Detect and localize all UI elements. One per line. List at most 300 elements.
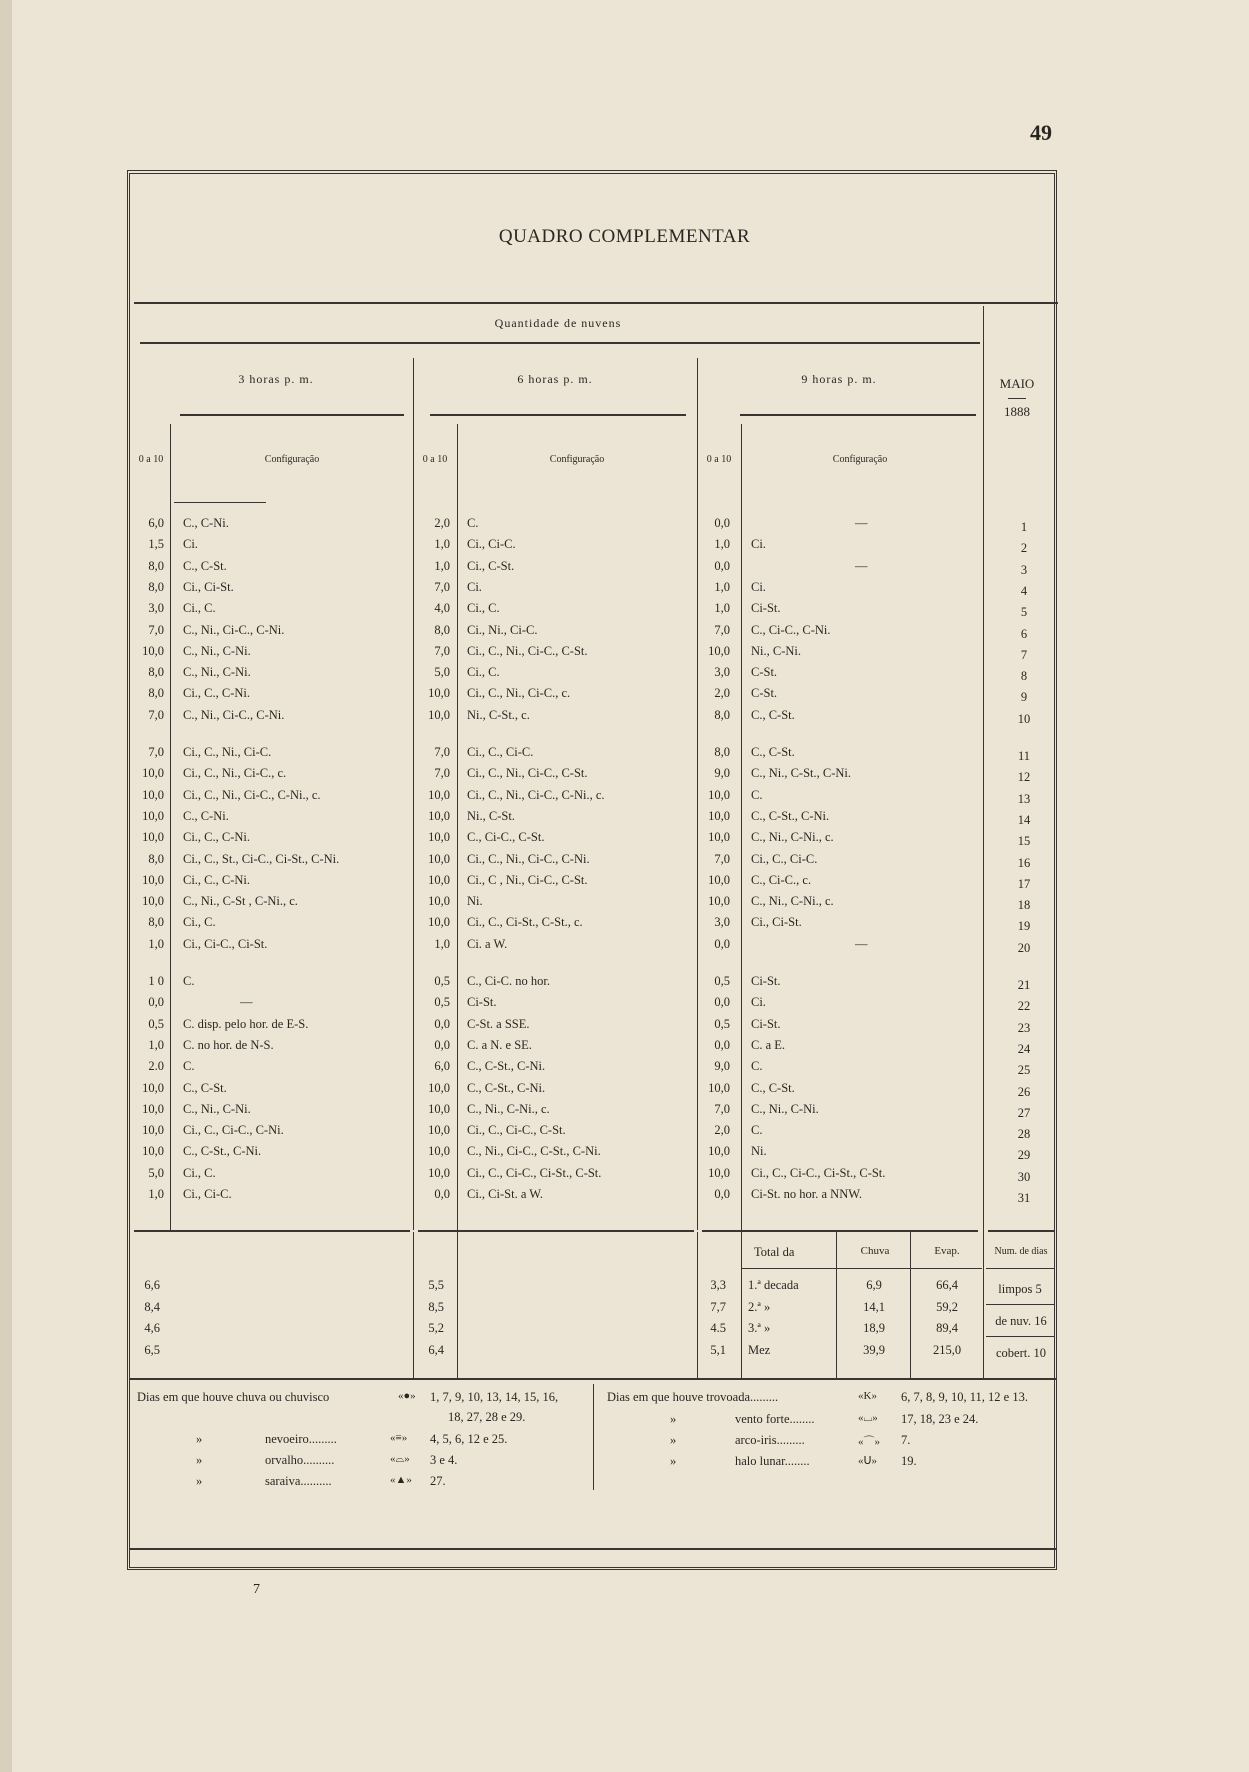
cloud-amount-6pm: 1,0 [434,537,450,552]
day-number: 30 [1017,1169,1031,1184]
day-number: 27 [1017,1105,1031,1120]
avg-9pm: 3,3 [710,1278,726,1292]
cloud-amount-9pm: 0,0 [714,516,730,530]
cloud-config-9pm: C., Ni., C-Ni., c. [751,894,834,909]
cloud-amount-6pm: 10,0 [428,872,450,887]
cloud-amount-3pm: 8,0 [148,558,164,573]
cloud-amount-3pm: 1 0 [148,974,164,988]
cloud-amount-9pm: 0,0 [714,1187,730,1201]
sum-rule-month [988,1230,1054,1232]
cloud-amount-3pm: 10,0 [142,830,164,845]
cloud-config-9pm: Ci-St. [751,601,781,616]
cloud-config-6pm: Ci., C., Ci-C. [467,745,534,759]
cloud-amount-3pm: 7,0 [148,622,164,637]
rain-days-cont: 18, 27, 28 e 29. [448,1410,526,1424]
cloud-config-9pm: Ci. [751,579,766,594]
cloud-amount-9pm: 10,0 [708,643,730,658]
avg-3pm: 4,6 [144,1321,160,1335]
vline-sum-6 [457,1232,458,1378]
phenomenon-symbol: «⌒» [858,1436,880,1448]
cloud-amount-6pm: 10,0 [428,1080,450,1095]
cloud-config-9pm: C. [751,787,763,802]
numdias-rule-2 [986,1304,1054,1305]
day-number: 6 [1020,626,1028,641]
sum-hdr-rule [742,1268,982,1269]
page-title: QUADRO COMPLEMENTAR [498,226,751,247]
cloud-amount-3pm: 10,0 [142,787,164,802]
cloud-config-6pm: Ci-St. [467,995,497,1010]
day-number: 17 [1017,876,1031,891]
ditto-mark: » [670,1412,677,1426]
cloud-amount-6pm: 10,0 [428,1101,450,1116]
cloud-config-9pm: C. [751,1123,763,1138]
hdr-rule-3pm [174,502,266,503]
phenomenon-days: 17, 18, 23 e 24. [901,1412,979,1426]
cloud-amount-3pm: 3,0 [148,601,164,616]
cloud-config-6pm: Ni. [467,894,483,909]
cloud-amount-9pm: 0,5 [714,974,730,988]
cloud-config-3pm: C., Ni., C-Ni. [183,665,251,680]
day-number: 26 [1017,1084,1031,1099]
sheet-number: 7 [253,1582,260,1597]
day-number: 19 [1017,919,1031,934]
phenomenon-symbol: «ꓴ» [858,1455,878,1467]
day-number: 5 [1020,605,1028,620]
cloud-config-3pm: C., C-St. [183,1080,227,1095]
cloud-config-3pm: C., C-Ni. [183,516,229,530]
cloud-config-3pm: C. no hor. de N-S. [183,1037,274,1052]
evap-header: Evap. [934,1245,960,1257]
avg-9pm: 5,1 [710,1342,726,1357]
cloud-config-3pm: Ci., C., C-Ni. [183,686,251,701]
phenomenon-label: vento forte........ [735,1412,815,1426]
cloud-config-3pm: C., C-St., C-Ni. [183,1144,262,1159]
ditto-mark: » [196,1474,203,1488]
rain-label: Dias em que houve chuva ou chuvisco [137,1390,330,1404]
cloud-amount-9pm: 10,0 [708,1144,730,1159]
vline-sum-3 [836,1232,837,1378]
frame-bottom-rule [130,1548,1056,1550]
thunder-days: 6, 7, 8, 9, 10, 11, 12 e 13. [901,1390,1028,1404]
cloud-amount-3pm: 0,0 [148,995,164,1010]
cloud-amount-6pm: 0,5 [434,974,450,988]
thunder-symbol: «K» [858,1390,877,1402]
cloud-config-3pm: Ci., C. [183,601,216,616]
cloud-config-9pm: — [855,558,868,573]
phenomenon-days: 4, 5, 6, 12 e 25. [430,1432,508,1446]
cloud-amount-6pm: 6,0 [434,1059,450,1074]
chuva-value: 18,9 [863,1321,885,1335]
footer-divider [593,1384,594,1490]
cloud-amount-6pm: 2,0 [434,516,450,530]
phenomenon-days: 7. [901,1433,911,1447]
cloud-config-3pm: Ci., C. [183,1165,216,1180]
day-number: 12 [1017,770,1031,785]
phenomenon-symbol: «⌓» [390,1453,410,1465]
day-number: 23 [1017,1020,1031,1035]
cloud-config-6pm: C-St. a SSE. [467,1016,530,1031]
cloud-config-3pm: C., C-Ni. [183,808,229,823]
cloud-config-9pm: C., C-St. [751,745,795,759]
phenomenon-days: 3 e 4. [430,1453,458,1467]
cloud-config-9pm: C., C-St. [751,707,795,722]
chuva-value: 6,9 [866,1278,882,1292]
cloud-config-6pm: C., C-St., C-Ni. [467,1080,546,1095]
cloud-amount-9pm: 0,0 [714,1037,730,1052]
cloud-config-9pm: C-St. [751,665,778,680]
cloud-config-3pm: C., C-St. [183,558,227,573]
avg-6pm: 5,5 [428,1278,444,1292]
avg-3pm: 8,4 [144,1299,160,1314]
cloud-amount-3pm: 10,0 [142,1123,164,1138]
cloud-config-6pm: Ci., C., Ni., Ci-C., C-St. [467,766,588,781]
avg-6pm: 5,2 [428,1321,444,1335]
period-header-6pm: 6 horas p. m. [517,372,593,386]
cloud-amount-6pm: 7,0 [434,579,450,594]
cloud-config-9pm: Ci., C., Ci-C. [751,851,818,866]
cloud-amount-6pm: 1,0 [434,558,450,573]
cloud-amount-3pm: 8,0 [148,665,164,680]
cloud-amount-9pm: 2,0 [714,1123,730,1138]
day-number: 4 [1020,583,1028,598]
day-number: 10 [1017,711,1031,726]
cloud-amount-9pm: 8,0 [714,707,730,722]
cloud-config-3pm: Ci., C., Ni., Ci-C., c. [183,766,287,781]
cloud-config-6pm: Ci., C., Ci-St., C-St., c. [467,915,583,930]
phenomenon-symbol: «▲» [390,1474,412,1486]
sum-rule-3pm [134,1230,410,1232]
cloud-config-9pm: Ci., Ci-St. [751,915,802,930]
cloud-config-9pm: C., Ni., C-Ni. [751,1101,819,1116]
cloud-amount-6pm: 0,0 [434,1037,450,1052]
cloud-amount-3pm: 2.0 [148,1059,164,1074]
cloud-config-3pm: Ci., Ci-C., Ci-St. [183,936,268,951]
year-header: 1888 [1004,404,1030,419]
col-config-9pm: Configuração [832,454,888,465]
day-number: 25 [1017,1063,1031,1078]
cloud-amount-9pm: 9,0 [714,1059,730,1074]
title-rule [134,302,1058,304]
phenomenon-symbol: «⌴» [858,1412,878,1424]
vline-month [983,306,984,1378]
cloud-amount-6pm: 10,0 [428,830,450,845]
cloud-amount-6pm: 0,0 [434,1187,450,1201]
cloud-amount-3pm: 1,0 [148,1187,164,1201]
cloud-amount-6pm: 10,0 [428,1165,450,1180]
cloud-amount-3pm: 1,0 [148,936,164,951]
cloud-config-3pm: C., Ni., C-Ni. [183,643,251,658]
rain-symbol: «●» [398,1390,416,1402]
cloud-amount-3pm: 8,0 [148,851,164,866]
cloud-amount-9pm: 8,0 [714,745,730,759]
cloud-config-3pm: Ci., C., Ni., Ci-C., C-Ni., c. [183,787,321,802]
day-number: 16 [1017,855,1031,870]
nuv-count: de nuv. 16 [995,1314,1047,1328]
footer-rule [130,1378,1056,1380]
cloud-amount-3pm: 6,0 [148,516,164,530]
cloud-config-9pm: C. a E. [751,1037,786,1052]
thunder-label: Dias em que houve trovoada......... [607,1390,779,1404]
cloud-amount-9pm: 10,0 [708,1080,730,1095]
cloud-amount-9pm: 1,0 [714,601,730,616]
cloud-amount-3pm: 8,0 [148,686,164,701]
numdias-rule [986,1268,1054,1269]
cloud-config-3pm: Ci., Ci-C. [183,1187,232,1201]
cloud-amount-9pm: 7,0 [714,851,730,866]
cloud-amount-9pm: 1,0 [714,579,730,594]
cloud-config-9pm: C., Ci-C., c. [751,872,812,887]
cloud-amount-3pm: 10,0 [142,808,164,823]
cloud-amount-9pm: 10,0 [708,872,730,887]
cloud-config-9pm: Ci., C., Ci-C., Ci-St., C-St. [751,1165,886,1180]
cloud-amount-9pm: 3,0 [714,915,730,930]
day-number: 15 [1017,834,1031,849]
cloud-amount-3pm: 10,0 [142,1080,164,1095]
cloud-config-9pm: Ni., C-Ni. [751,643,801,658]
col-scale-9pm: 0 a 10 [706,454,732,465]
vline-sum-2 [741,1232,742,1378]
cloud-config-6pm: C., Ni., Ci-C., C-St., C-Ni. [467,1144,601,1159]
col-config-3pm: Configuração [264,454,320,465]
cloud-config-3pm: Ci., C., Ci-C., C-Ni. [183,1123,284,1138]
cloud-amount-6pm: 10,0 [428,787,450,802]
col-scale-6pm: 0 a 10 [422,454,448,465]
cloud-amount-6pm: 7,0 [434,745,450,759]
group-brace [140,342,980,344]
cloud-amount-3pm: 10,0 [142,1144,164,1159]
cloud-amount-6pm: 10,0 [428,915,450,930]
cloud-amount-6pm: 10,0 [428,1144,450,1159]
cloud-config-3pm: Ci., C., C-Ni. [183,872,251,887]
cloud-config-6pm: Ci., C., Ci-C., Ci-St., C-St. [467,1165,602,1180]
vline-3pm-scale [170,424,171,1230]
ditto-mark: » [196,1453,203,1467]
cloud-amount-6pm: 10,0 [428,894,450,909]
sum-rule-6pm [418,1230,694,1232]
cloud-config-3pm: Ci., Ci-St. [183,579,234,594]
cloud-amount-9pm: 0,0 [714,995,730,1010]
numdias-header: Num. de dias [994,1246,1048,1257]
avg-9pm: 7,7 [710,1299,726,1314]
cloud-amount-9pm: 9,0 [714,766,730,781]
sum-rule-9pm [702,1230,978,1232]
cloud-amount-9pm: 1,0 [714,537,730,552]
phenomenon-label: halo lunar........ [735,1454,810,1468]
ditto-mark: » [670,1454,677,1468]
day-number: 22 [1017,999,1031,1014]
day-number: 13 [1017,791,1031,806]
cloud-amount-9pm: 3,0 [714,665,730,680]
cloud-config-3pm: C., Ni., Ci-C., C-Ni. [183,707,285,722]
cloud-config-9pm: C. [751,1059,763,1074]
day-number: 1 [1020,520,1028,534]
cloud-amount-3pm: 10,0 [142,643,164,658]
day-number: 31 [1017,1191,1031,1205]
day-number: 3 [1020,562,1028,577]
cloud-amount-3pm: 8,0 [148,579,164,594]
cloud-config-9pm: Ci. [751,537,766,552]
cloud-amount-9pm: 10,0 [708,830,730,845]
cloud-config-3pm: Ci., C., St., Ci-C., Ci-St., C-Ni. [183,851,340,866]
cloud-config-6pm: Ci., C., Ni., Ci-C., C-St. [467,643,588,658]
cloud-config-3pm: C. disp. pelo hor. de E-S. [183,1016,309,1031]
cloud-amount-3pm: 0,5 [148,1016,164,1031]
day-number: 8 [1020,669,1028,684]
cloud-amount-6pm: 5,0 [434,665,450,680]
cloud-config-9pm: Ci. [751,995,766,1010]
cloud-config-6pm: Ci., Ni., Ci-C. [467,622,538,637]
day-number: 20 [1017,940,1031,955]
day-number: 7 [1020,647,1028,662]
cloud-config-3pm: Ci., C., C-Ni. [183,830,251,845]
cloud-config-6pm: Ci., C., Ni., Ci-C., C-Ni., c. [467,787,605,802]
day-number: 18 [1017,898,1031,913]
cloud-amount-9pm: 0,5 [714,1016,730,1031]
cloud-amount-9pm: 0,0 [714,558,730,573]
cloud-config-6pm: Ci., C-St. [467,558,515,573]
period-label: 2.ª » [748,1299,771,1314]
evap-value: 59,2 [936,1299,958,1314]
cloud-amount-9pm: 10,0 [708,894,730,909]
evap-value: 215,0 [932,1342,962,1357]
cloud-config-3pm: C. [183,1059,195,1074]
avg-9pm: 4.5 [710,1321,726,1335]
cloud-amount-6pm: 0,5 [434,995,450,1010]
cloud-config-3pm: Ci., C., Ni., Ci-C. [183,745,272,759]
cloud-amount-6pm: 10,0 [428,1123,450,1138]
numdias-rule-3 [986,1336,1054,1337]
avg-6pm: 8,5 [428,1299,444,1314]
cloud-config-6pm: Ci., C., Ni., Ci-C., c. [467,686,571,701]
chuva-header: Chuva [860,1245,890,1257]
day-number: 28 [1017,1127,1031,1142]
cloud-config-9pm: Ci-St. [751,974,781,988]
period-label: 3.ª » [748,1321,771,1335]
vline-9pm-scale [741,424,742,1230]
cloud-config-9pm: C., Ci-C., C-Ni. [751,622,831,637]
month-header: MAIO [999,376,1035,391]
brace-3pm [180,414,404,416]
cloud-amount-9pm: 10,0 [708,1165,730,1180]
day-number: 24 [1017,1041,1031,1056]
cloud-config-9pm: C., Ni., C-St., C-Ni. [751,766,852,781]
cloud-amount-6pm: 10,0 [428,707,450,722]
cloud-config-3pm: C., Ni., Ci-C., C-Ni. [183,622,285,637]
phenomenon-label: orvalho.......... [265,1453,335,1467]
page-edge [0,0,12,1772]
period-header-9pm: 9 horas p. m. [801,372,877,386]
cloud-config-3pm: C., Ni., C-Ni. [183,1101,251,1116]
cloud-amount-3pm: 10,0 [142,872,164,887]
day-number: 2 [1020,541,1028,556]
cloud-config-9pm: — [855,936,868,951]
cloud-amount-6pm: 7,0 [434,643,450,658]
cloud-amount-9pm: 7,0 [714,1101,730,1116]
cloud-config-6pm: Ci., C. [467,601,500,616]
group-header: Quantidade de nuvens [494,316,622,330]
cloud-config-6pm: Ni., C-St. [467,808,515,823]
cloud-config-6pm: Ni., C-St., c. [467,707,530,722]
cloud-config-6pm: Ci. [467,579,482,594]
day-number: 14 [1017,812,1031,827]
cloud-amount-6pm: 4,0 [434,601,450,616]
phenomenon-label: nevoeiro......... [265,1432,337,1446]
day-number: 11 [1017,749,1031,763]
cloud-config-6pm: C. [467,516,479,530]
avg-3pm: 6,5 [144,1342,160,1357]
cloud-amount-9pm: 0,0 [714,936,730,951]
evap-value: 89,4 [936,1321,958,1335]
cobert-count: cobert. 10 [996,1346,1046,1360]
cloud-amount-9pm: 7,0 [714,622,730,637]
brace-9pm [740,414,976,416]
cloud-amount-9pm: 2,0 [714,686,730,701]
cloud-config-6pm: Ci., C , Ni., Ci-C., C-St. [467,872,588,887]
cloud-amount-3pm: 7,0 [148,707,164,722]
cloud-config-6pm: C. a N. e SE. [467,1037,532,1052]
cloud-config-6pm: Ci., Ci-C. [467,537,516,552]
cloud-amount-3pm: 10,0 [142,766,164,781]
cloud-config-9pm: C., Ni., C-Ni., c. [751,830,834,845]
cloud-config-6pm: C., Ni., C-Ni., c. [467,1101,550,1116]
cloud-config-3pm: — [240,995,253,1010]
cloud-config-9pm: Ci-St. no hor. a NNW. [751,1187,862,1201]
cloud-config-6pm: C., Ci-C. no hor. [467,974,550,988]
cloud-amount-3pm: 8,0 [148,915,164,930]
cloud-amount-3pm: 10,0 [142,894,164,909]
vline-6pm-scale [457,424,458,1230]
cloud-amount-3pm: 10,0 [142,1101,164,1116]
col-config-6pm: Configuração [549,454,605,465]
cloud-amount-6pm: 1,0 [434,936,450,951]
cloud-config-9pm: C., C-St., C-Ni. [751,808,830,823]
cloud-amount-3pm: 1,5 [148,537,164,552]
cloud-config-9pm: C-St. [751,686,778,701]
day-number: 21 [1017,978,1031,992]
cloud-config-3pm: C. [183,974,195,988]
phenomenon-days: 27. [430,1474,446,1488]
period-header-3pm: 3 horas p. m. [238,372,314,386]
period-label: Mez [748,1342,771,1357]
day-number: 29 [1017,1148,1031,1163]
day-number: 9 [1020,690,1028,705]
cloud-amount-3pm: 1,0 [148,1037,164,1052]
chuva-value: 14,1 [863,1299,885,1314]
evap-value: 66,4 [936,1278,958,1292]
cloud-config-6pm: Ci. a W. [467,936,508,951]
cloud-config-6pm: C., Ci-C., C-St. [467,830,545,845]
cloud-amount-9pm: 10,0 [708,787,730,802]
cloud-amount-6pm: 7,0 [434,766,450,781]
ditto-mark: » [196,1432,203,1446]
cloud-amount-3pm: 5,0 [148,1165,164,1180]
cloud-amount-6pm: 10,0 [428,686,450,701]
cloud-config-6pm: Ci., Ci-St. a W. [467,1187,544,1201]
cloud-amount-6pm: 10,0 [428,851,450,866]
cloud-config-3pm: Ci. [183,537,198,552]
cloud-amount-3pm: 7,0 [148,745,164,759]
phenomenon-label: arco-iris......... [735,1433,805,1447]
phenomenon-symbol: «≡» [390,1432,408,1444]
cloud-config-9pm: C., C-St. [751,1080,795,1095]
page-number: 49 [1030,120,1052,145]
cloud-config-3pm: Ci., C. [183,915,216,930]
period-label: 1.ª decada [748,1278,799,1292]
cloud-amount-6pm: 0,0 [434,1016,450,1031]
rain-days: 1, 7, 9, 10, 13, 14, 15, 16, [430,1390,559,1404]
cloud-amount-6pm: 8,0 [434,622,450,637]
cloud-amount-6pm: 10,0 [428,808,450,823]
